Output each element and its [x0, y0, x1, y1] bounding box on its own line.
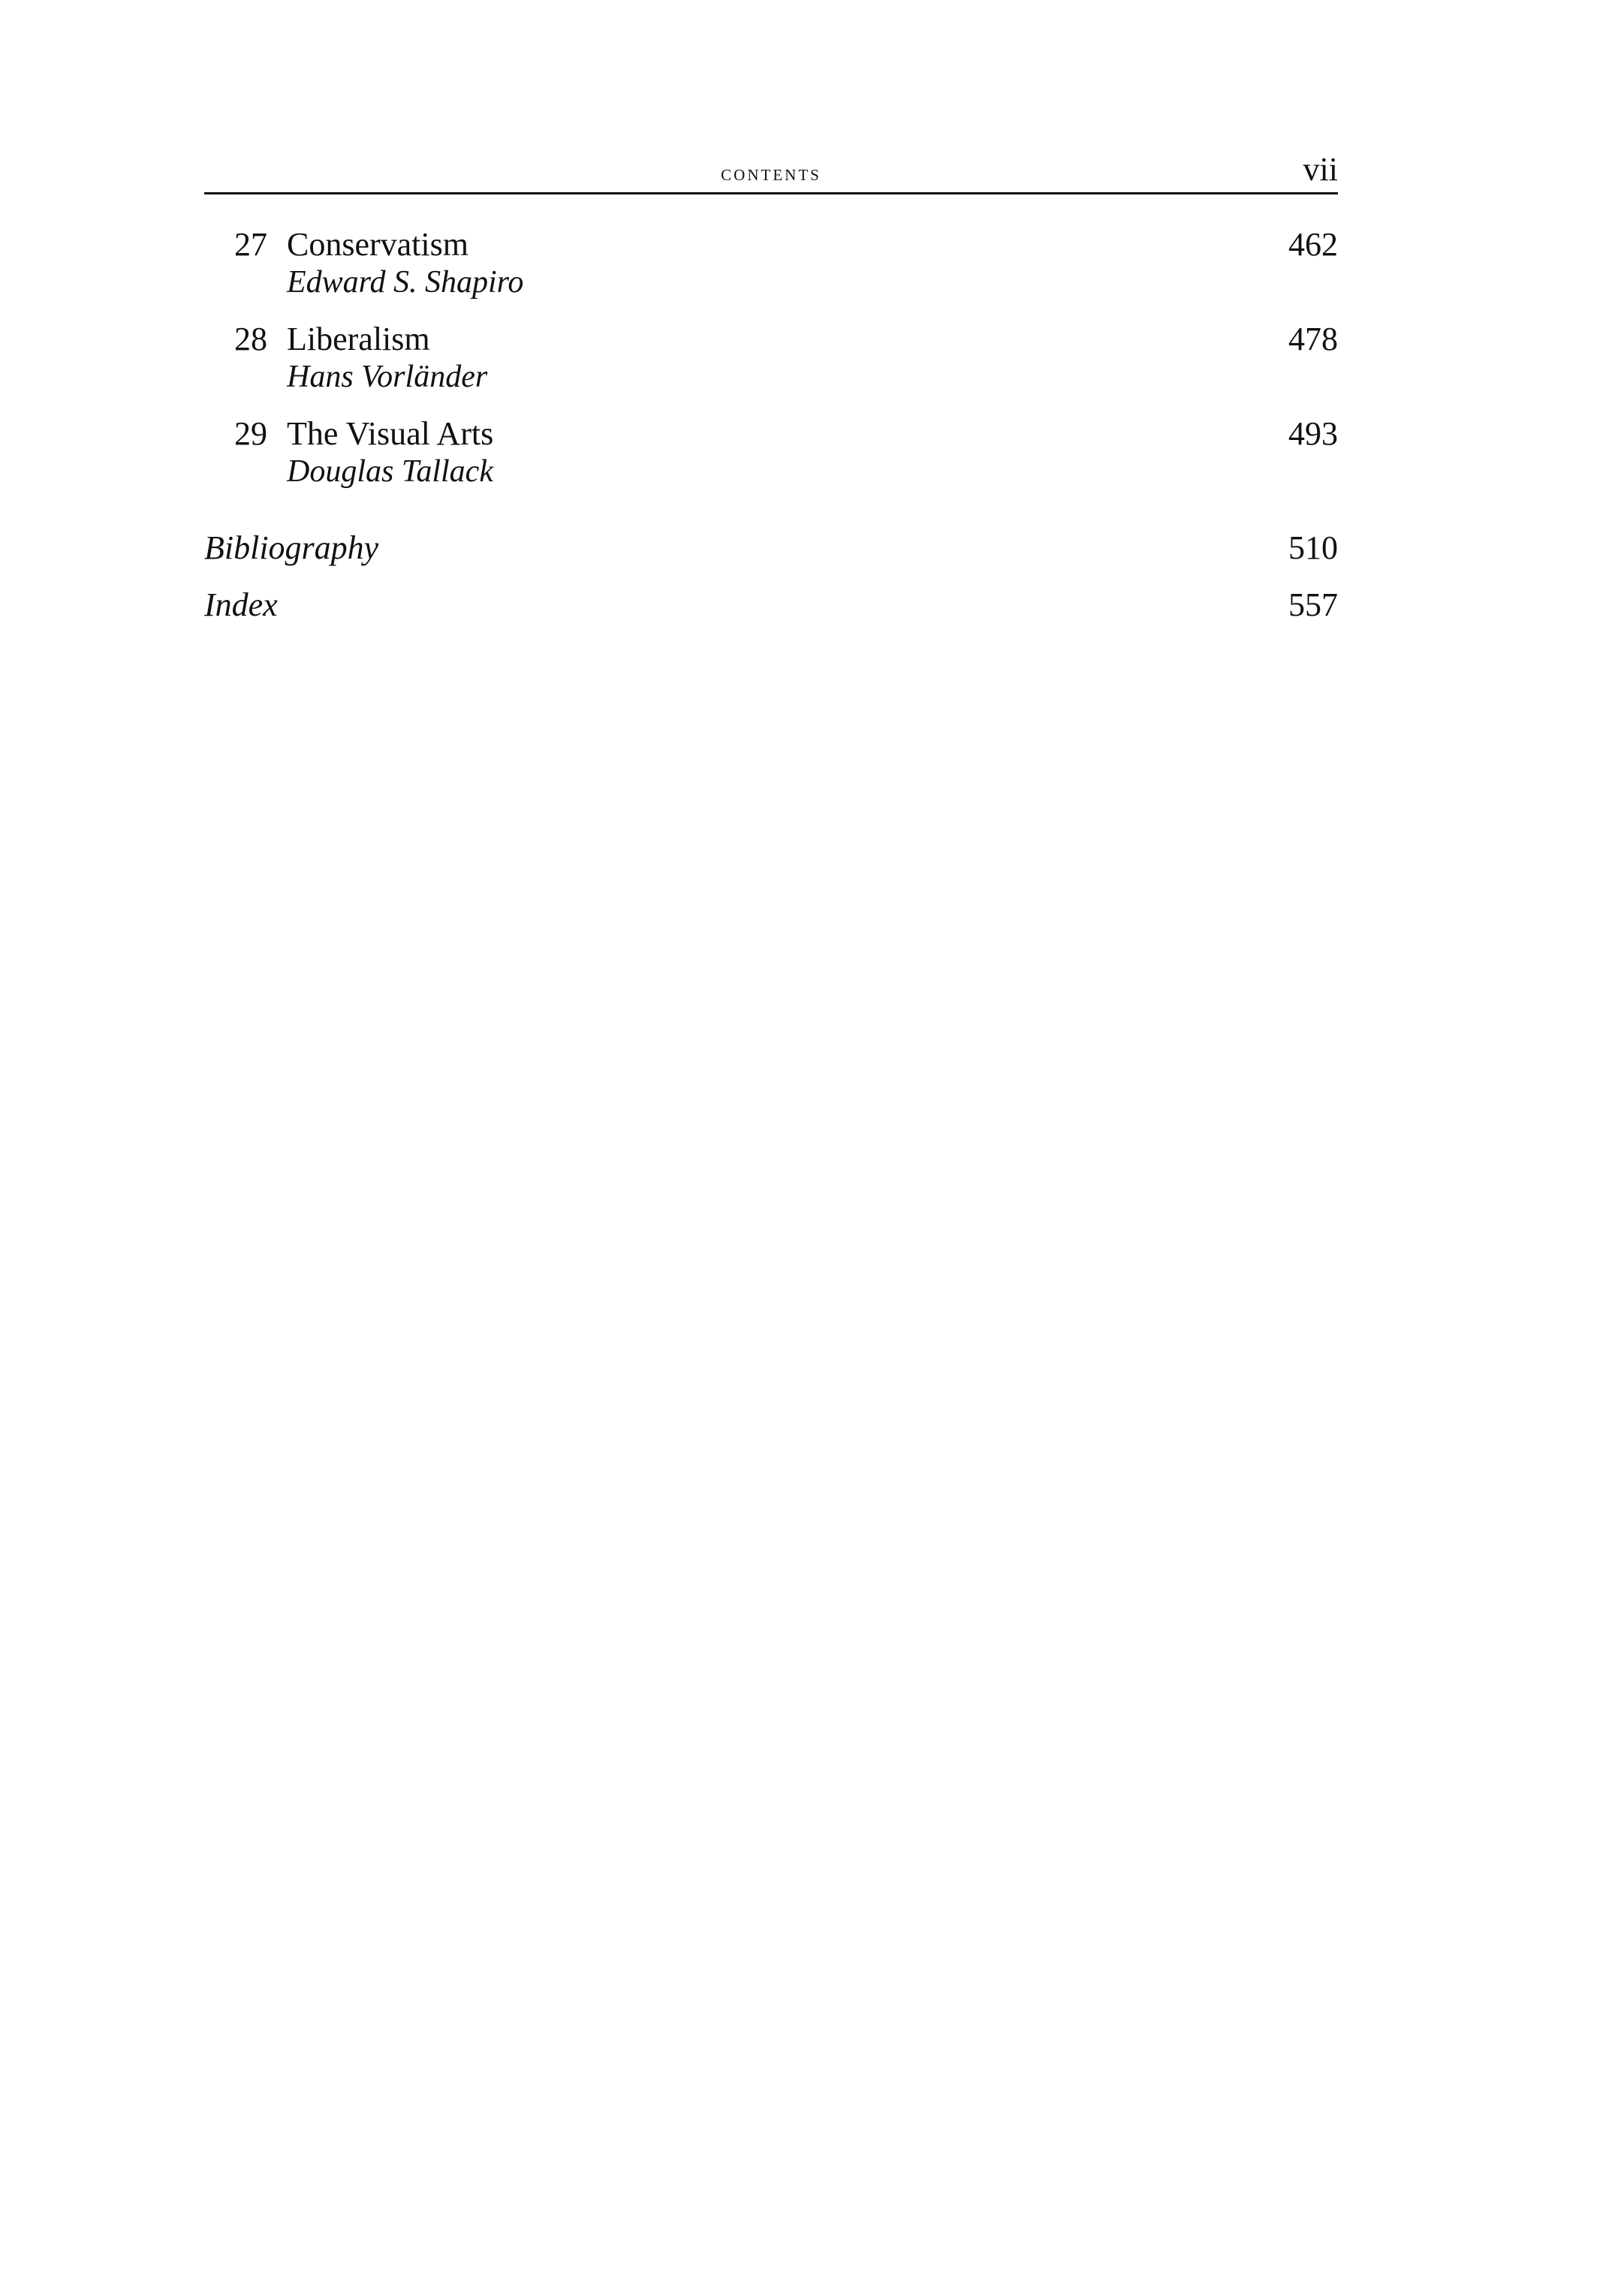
chapter-author: Edward S. Shapiro [287, 265, 524, 300]
chapter-number: 29 [234, 415, 267, 452]
chapter-title: Liberalism [287, 321, 430, 357]
chapter-title: Conservatism [287, 226, 469, 263]
chapter-number: 27 [234, 226, 267, 263]
running-head [204, 150, 1338, 192]
chapter-page-number: 493 [1288, 415, 1338, 452]
running-title: contents [721, 161, 821, 185]
back-matter-title: Bibliography [204, 529, 379, 566]
back-matter-page-number: 557 [1288, 586, 1338, 623]
back-matter-page-number: 510 [1288, 529, 1338, 566]
toc-entry-bibliography [204, 529, 1338, 571]
page-number: vii [1303, 151, 1338, 188]
toc-entry-chapter-27 [204, 225, 1338, 308]
chapter-author: Douglas Tallack [287, 454, 493, 489]
toc-entry-index [204, 586, 1338, 628]
toc-entry-chapter-29 [204, 414, 1338, 497]
chapter-author: Hans Vorländer [287, 360, 488, 394]
header-rule [204, 192, 1338, 194]
chapter-page-number: 478 [1288, 321, 1338, 357]
chapter-number: 28 [234, 321, 267, 357]
chapter-title: The Visual Arts [287, 415, 494, 452]
toc-entry-chapter-28 [204, 320, 1338, 402]
back-matter-title: Index [204, 586, 278, 623]
chapter-page-number: 462 [1288, 226, 1338, 263]
